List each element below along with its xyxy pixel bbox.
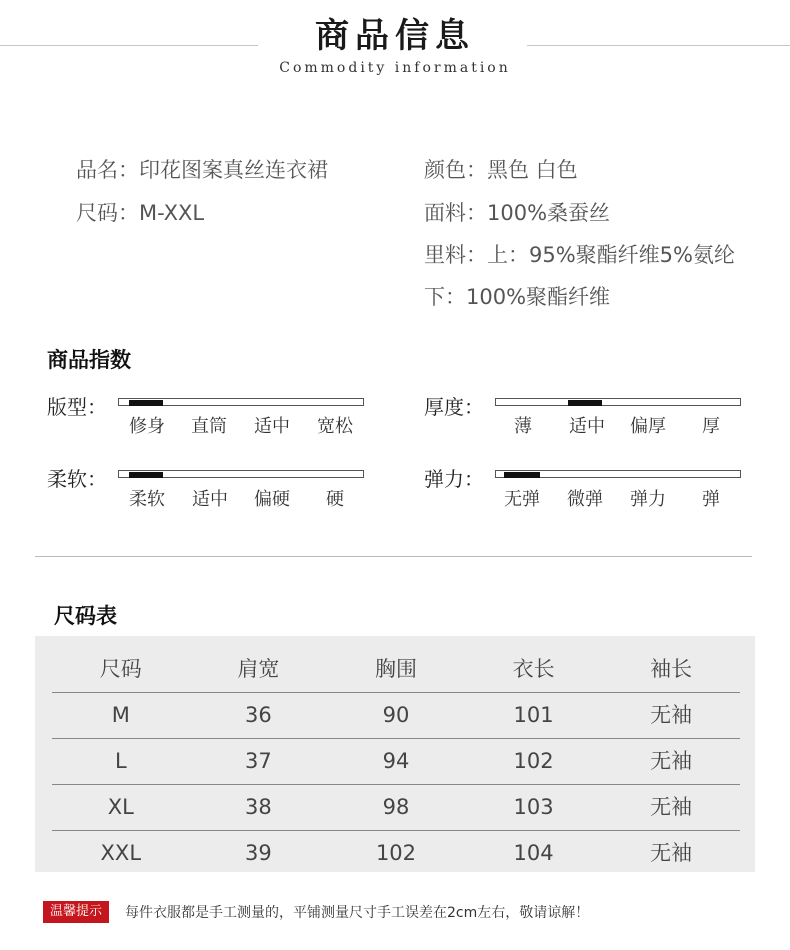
table-cell: 39 — [245, 841, 272, 865]
fit-tick: 宽松 — [317, 416, 353, 437]
table-cell: M — [111, 703, 130, 727]
softness-scale-bar — [118, 470, 364, 478]
thickness-tick: 厚 — [702, 416, 720, 437]
table-cell: 无袖 — [650, 749, 693, 773]
tip-badge: 温馨提示 — [43, 901, 109, 923]
elasticity-tick: 微弹 — [567, 489, 603, 510]
elasticity-tick: 无弹 — [504, 489, 540, 510]
softness-scale-indicator — [129, 472, 163, 478]
info-lining-bottom: 下：100%聚酯纤维 — [424, 285, 611, 309]
table-cell: 102 — [513, 749, 554, 773]
table-cell: 102 — [375, 841, 417, 865]
table-cell: 94 — [382, 749, 410, 773]
softness-tick: 适中 — [192, 489, 228, 510]
table-cell: 104 — [513, 841, 554, 865]
table-cell: 38 — [245, 795, 272, 819]
size-table-title: 尺码表 — [54, 604, 117, 628]
info-name: 品名：印花图案真丝连衣裙 — [76, 158, 328, 182]
table-cell: XL — [107, 795, 134, 819]
thickness-tick: 偏厚 — [630, 416, 666, 437]
info-color: 颜色：黑色 白色 — [424, 158, 578, 182]
thickness-scale-indicator — [568, 400, 602, 406]
fit-tick: 适中 — [254, 416, 290, 437]
fit-label: 版型： — [47, 395, 107, 419]
section-divider — [35, 556, 752, 557]
table-header-row — [52, 647, 740, 692]
table-header-cell: 尺码 — [99, 657, 142, 681]
table-cell: 103 — [513, 795, 554, 819]
table-cell: 98 — [382, 795, 410, 819]
fit-tick: 修身 — [129, 416, 165, 437]
softness-label: 柔软： — [47, 467, 107, 491]
index-section-title: 商品指数 — [47, 348, 131, 372]
softness-tick: 硬 — [326, 489, 344, 510]
elasticity-tick: 弹力 — [630, 489, 666, 510]
fit-scale-bar — [118, 398, 364, 406]
fit-scale-indicator — [129, 400, 163, 406]
table-row — [52, 738, 740, 784]
info-lining-top: 里料：上：95%聚酯纤维5%氨纶 — [424, 243, 735, 267]
table-cell: 90 — [382, 703, 410, 727]
table-cell: XXL — [100, 841, 142, 865]
table-header-cell: 袖长 — [650, 657, 693, 681]
thickness-tick: 薄 — [514, 416, 532, 437]
table-row — [52, 830, 740, 876]
thickness-scale-bar — [495, 398, 741, 406]
elasticity-scale-indicator — [504, 472, 540, 478]
info-size: 尺码：M-XXL — [76, 201, 205, 225]
table-cell: 101 — [513, 703, 554, 727]
table-header-cell: 衣长 — [512, 657, 555, 681]
elasticity-label: 弹力： — [424, 467, 484, 491]
table-cell: L — [114, 749, 127, 773]
thickness-label: 厚度： — [424, 395, 484, 419]
table-row — [52, 692, 740, 738]
elasticity-tick: 弹 — [702, 489, 720, 510]
info-fabric: 面料：100%桑蚕丝 — [424, 201, 611, 225]
table-cell: 37 — [245, 749, 272, 773]
table-cell: 无袖 — [650, 795, 693, 819]
table-header-cell: 肩宽 — [237, 657, 280, 681]
page-subtitle: Commodity information — [279, 60, 511, 76]
fit-tick: 直筒 — [191, 416, 227, 437]
softness-tick: 柔软 — [129, 489, 165, 510]
table-cell: 36 — [245, 703, 272, 727]
softness-tick: 偏硬 — [254, 489, 290, 510]
tip-text: 每件衣服都是手工测量的，平铺测量尺寸手工误差在2cm左右，敬请谅解！ — [125, 905, 590, 921]
elasticity-scale-bar — [495, 470, 741, 478]
thickness-tick: 适中 — [569, 416, 605, 437]
size-table — [52, 647, 740, 876]
table-row — [52, 784, 740, 830]
page-title: 商品信息 — [315, 16, 475, 56]
table-cell: 无袖 — [650, 841, 693, 865]
table-cell: 无袖 — [650, 703, 693, 727]
table-header-cell: 胸围 — [374, 657, 417, 681]
